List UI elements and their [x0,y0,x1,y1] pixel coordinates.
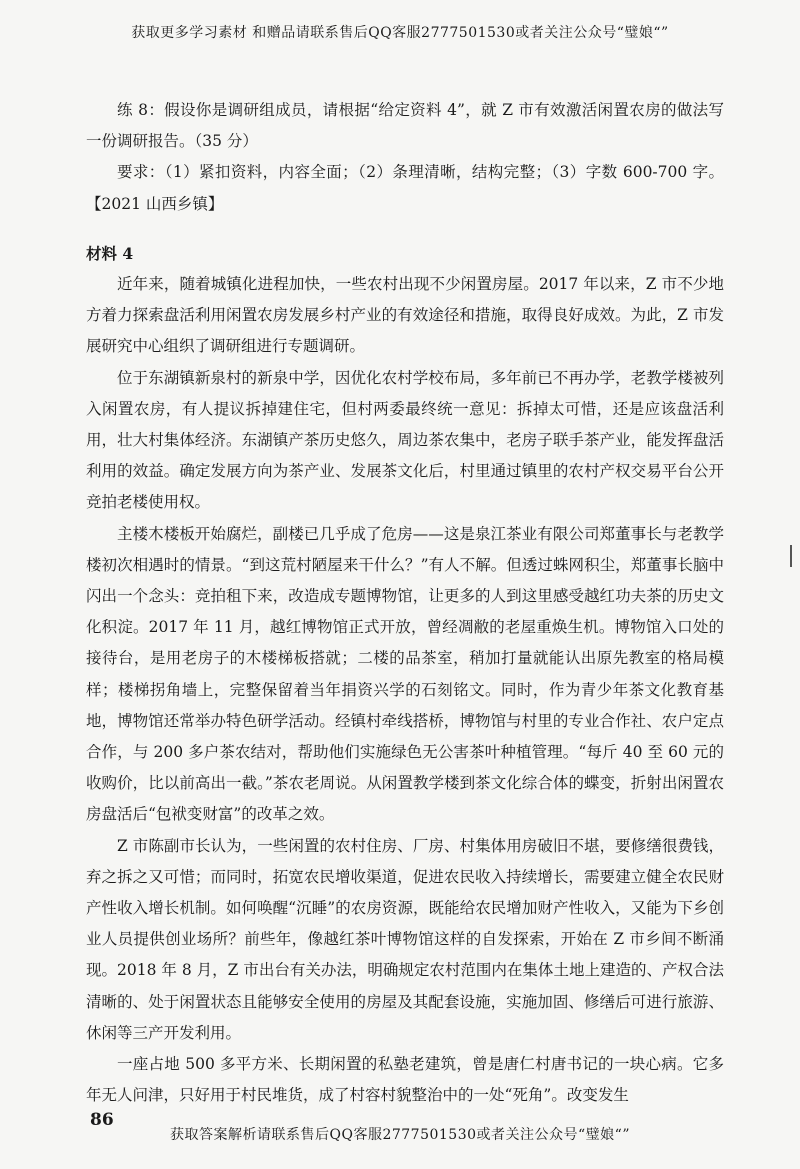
material-paragraph: 位于东湖镇新泉村的新泉中学，因优化农村学校布局，多年前已不再办学，老教学楼被列入闲置农房，有人提议拆掉建住宅，但村两委最终统一意见：拆掉太可惜，还是应该盘活利用，壮大村集体经济。东湖镇产茶历史悠久，周边茶农集中，老房子联手茶产业，能发挥盘活利用的效益。确定发展方向为茶产业、发展茶文化后，村里通过镇里的农村产权交易平台公开竞拍老楼使用权。 [86,368,724,512]
material-paragraph: 近年来，随着城镇化进程加快，一些农村出现不少闲置房屋。2017 年以来，Z 市不少地方着力探索盘活利用闲置农房发展乡村产业的有效途径和措施，取得良好成效。为此，Z 市发展研究中心组织了调研组进行专题调研。 [86,275,724,356]
material-title: 材料 4 [86,243,134,263]
material-paragraph: 一座占地 500 多平方米、长期闲置的私塾老建筑，曾是唐仁村唐书记的一块心病。它多年无人问津，只好用于村民堆货，成了村容村貌整治中的一处“死角”。改变发生 [86,1055,724,1105]
scan-margin-mark [790,545,792,567]
material-paragraph: 主楼木楼板开始腐烂，副楼已几乎成了危房——这是泉江茶业有限公司郑董事长与老教学楼初次相遇时的情景。“到这荒村陋屋来干什么？”有人不解。但透过蛛网积尘，郑董事长脑中闪出一个念头：竞拍租下来，改造成专题博物馆，让更多的人到这里感受越红功夫茶的历史文化积淀。2017 年 11 月，越红博物馆正式开放，曾经凋敝的老屋重焕生机。博物馆入口处的接待台，是用老房子的木楼梯板搭就；二楼的品茶室，稍加打量就能认出原先教室的格局模样；楼梯拐角墙上，完整保留着当年捐资兴学的石刻铭文。同时，作为青少年茶文化教育基地，博物馆还常举办特色研学活动。经镇村牵线搭桥，博物馆与村里的专业合作社、农户定点合作，与 200 多户茶农结对，帮助他们实施绿色无公害茶叶种植管理。“每斤 40 至 60 元的收购价，比以前高出一截。”茶农老周说。从闲置教学楼到茶文化综合体的蝶变，折射出闲置农房盘活后“包袱变财富”的改革之效。 [86,524,724,824]
page-footer: 获取答案解析请联系售后QQ客服2777501530或者关注公众号“璧娘“” [170,1127,630,1143]
page-number: 86 [90,1110,114,1130]
material-paragraph: Z 市陈副市长认为，一些闲置的农村住房、厂房、村集体用房破旧不堪，要修缮很费钱，弃之拆之又可惜；而同时，拓宽农民增收渠道，促进农民收入持续增长，需要建立健全农民财产性收入增长机制。如何唤醒“沉睡”的农房资源，既能给农民增加财产性收入，又能为下乡创业人员提供创业场所？前些年，像越红茶叶博物馆这样的自发探索，开始在 Z 市乡间不断涌现。2018 年 8 月，Z 市出台有关办法，明确规定农村范围内在集体土地上建造的、产权合法清晰的、处于闲置状态且能够安全使用的房屋及其配套设施，实施加固、修缮后可进行旅游、休闲等三产开发利用。 [86,836,724,1042]
question-prompt: 练 8：假设你是调研组成员，请根据“给定资料 4”，就 Z 市有效激活闲置农房的做法写一份调研报告。（35 分） [86,101,724,151]
question-requirements: 要求：（1）紧扣资料，内容全面；（2）条理清晰，结构完整；（3）字数 600-700 字。【2021 山西乡镇】 [86,163,724,213]
section-gap [86,220,724,238]
page-content [86,95,724,1112]
page-header: 获取更多学习素材 和赠品请联系售后QQ客服2777501530或者关注公众号“璧娘“” [131,25,669,41]
